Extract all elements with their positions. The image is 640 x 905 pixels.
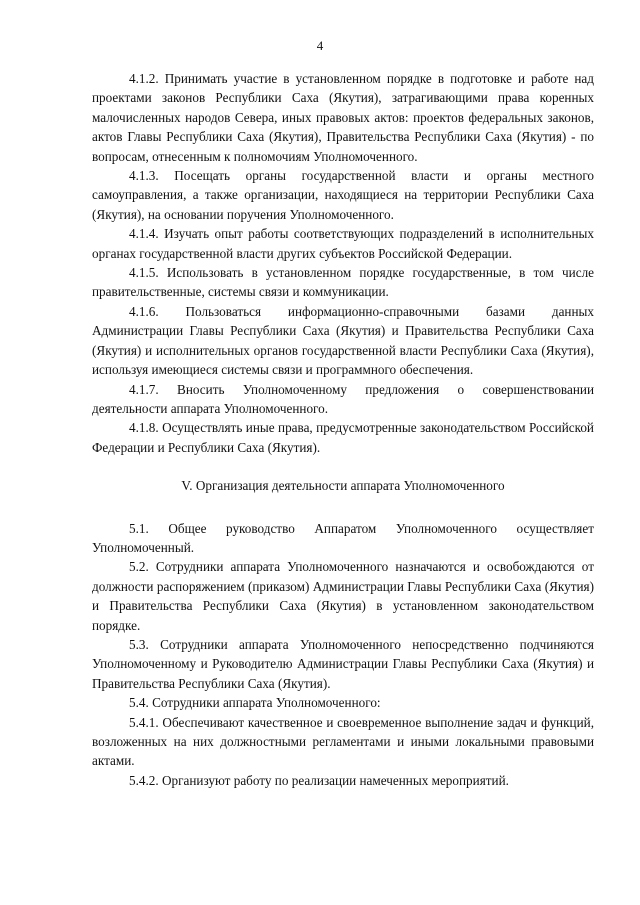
document-body <box>92 69 594 790</box>
paragraph-4-1-8: 4.1.8. Осуществлять иные права, предусмотренные законодательством Российской Федерации и Республики Саха (Якутия). <box>92 420 594 455</box>
paragraph-5-4: 5.4. Сотрудники аппарата Уполномоченного: <box>129 695 381 711</box>
paragraph-4-1-2: 4.1.2. Принимать участие в установленном порядке в подготовке и работе над проектами законов Республики Саха (Якутия), затрагивающими права коренных малочисленных народов Севера, иных правовых актов: проектов федеральных законов, актов Главы Республики Саха (Якутия), Правительства Республики Саха (Якутия) - по вопросам, отнесенным к полномочиям Уполномоченного. <box>92 71 594 164</box>
paragraph-4-1-3: 4.1.3. Посещать органы государственной власти и органы местного самоуправления, а также организации, находящиеся на территории Республики Саха (Якутия), на основании поручения Уполномоченного. <box>92 168 594 222</box>
paragraph-4-1-7: 4.1.7. Вносить Уполномоченному предложения о совершенствовании деятельности аппарата Уполномоченного. <box>92 381 594 416</box>
paragraph-5-2: 5.2. Сотрудники аппарата Уполномоченного назначаются и освобождаются от должности распоряжением (приказом) Администрации Главы Республики Саха (Якутия) и Правительства Республики Саха (Якутия) в установленном законодательством порядке. <box>92 559 594 633</box>
paragraph-5-4-2: 5.4.2. Организуют работу по реализации намеченных мероприятий. <box>129 772 509 788</box>
paragraph-5-1: 5.1. Общее руководство Аппаратом Уполномоченного осуществляет Уполномоченный. <box>92 520 594 555</box>
paragraph-4-1-6: 4.1.6. Пользоваться информационно-справочными базами данных Администрации Главы Республики Саха (Якутия) и Правительства Республики Саха (Якутия) и исполнительных органов государственной власти Республики Саха (Якутия), используя имеющиеся системы связи и программного обеспечения. <box>92 303 594 378</box>
paragraph-5-4-1: 5.4.1. Обеспечивают качественное и своевременное выполнение задач и функций, возложенных на них должностными регламентами и иными локальными правовыми актами. <box>92 714 594 769</box>
page-number: 4 <box>316 38 324 53</box>
paragraph-4-1-4: 4.1.4. Изучать опыт работы соответствующих подразделений в исполнительных органах государственной власти других субъектов Российской Федерации. <box>92 226 594 261</box>
section-title: V. Организация деятельности аппарата Уполномоченного <box>181 478 505 494</box>
paragraph-5-3: 5.3. Сотрудники аппарата Уполномоченного непосредственно подчиняются Уполномоченному и Руководителю Администрации Главы Республики Саха (Якутия) и Правительства Республики Саха (Якутия). <box>92 636 594 691</box>
paragraph-4-1-5: 4.1.5. Использовать в установленном порядке государственные, в том числе правительственные, системы связи и коммуникации. <box>92 265 594 300</box>
